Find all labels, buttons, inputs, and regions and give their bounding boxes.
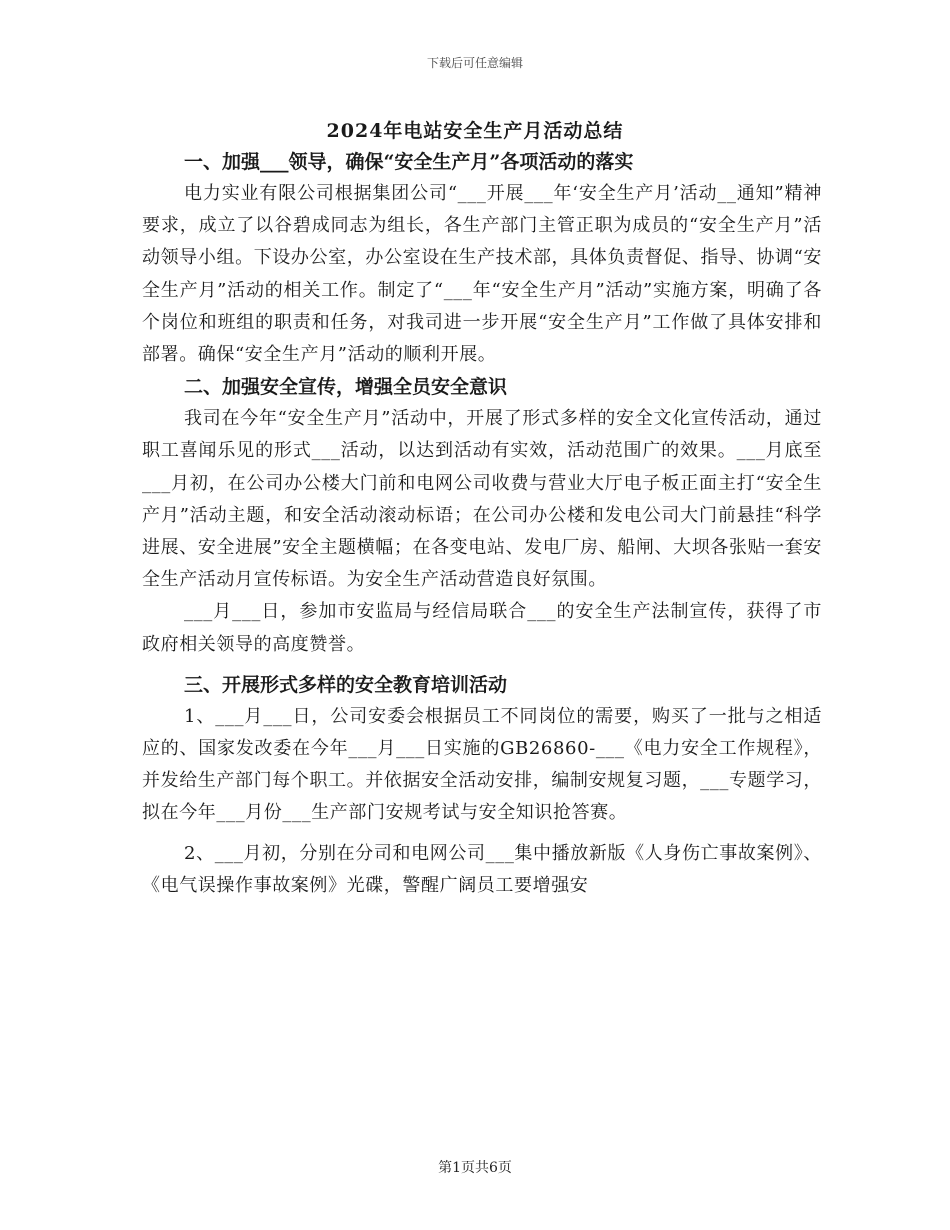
paragraph: 2、___月初，分别在分司和电网公司___集中播放新版《人身伤亡事故案例》、《电气误操作事故案例》光碟，警醒广阔员工要增强安 bbox=[142, 842, 822, 896]
paragraph: 我司在今年“安全生产月”活动中，开展了形式多样的安全文化宣传活动，通过职工喜闻乐见的形式___活动，以达到活动有实效，活动范围广的效果。___月底至___月初，在公司办公楼大门前和电网公司收费与营业大厅电子板正面主打“安全生产月”活动主题，和安全活动滚动标语；在公司办公楼和发电公司大门前悬挂“科学进展、安全进展”安全主题横幅；在各变电站、发电厂房、船闸、大坝各张贴一套安全生产活动月宣传标语。为安全生产活动营造良好氛围。 bbox=[142, 408, 822, 591]
header-note: 下载后可任意编辑 bbox=[426, 56, 523, 70]
section-heading-1: 一、加强___领导，确保“安全生产月”各项活动的落实 bbox=[184, 151, 634, 173]
document-title: 2024年电站安全生产月活动总结 bbox=[326, 120, 624, 142]
paragraph: 1、___月___日，公司安委会根据员工不同岗位的需要，购买了一批与之相适应的、国家发改委在今年___月___日实施的GB26860-___《电力安全工作规程》，并发给生产部门每个职工。并依据安全活动安排，编制安规复习题，___专题学习，拟在今年___月份___生产部门安规考试与安全知识抢答赛。 bbox=[142, 705, 822, 824]
section-heading-2: 二、加强安全宣传，增强全员安全意识 bbox=[184, 376, 508, 399]
paragraph: 电力实业有限公司根据集团公司“___开展___年‘安全生产月’活动__通知”精神要求，成立了以谷碧成同志为组长，各生产部门主管正职为成员的“安全生产月”活动领导小组。下设办公室，办公室设在生产技术部，具体负责督促、指导、协调“安全生产月”活动的相关工作。制定了“___年“安全生产月”活动”实施方案，明确了各个岗位和班组的职责和任务，对我司进一步开展“安全生产月”工作做了具体安排和部署。确保“安全生产月”活动的顺利开展。 bbox=[142, 183, 822, 366]
page-footer: 第1页共6页 bbox=[438, 1160, 512, 1176]
document-body bbox=[142, 146, 822, 902]
section-heading-3: 三、开展形式多样的安全教育培训活动 bbox=[184, 673, 508, 696]
paragraph: ___月___日，参加市安监局与经信局联合___的安全生产法制宣传，获得了市政府相关领导的高度赞誉。 bbox=[142, 601, 822, 655]
